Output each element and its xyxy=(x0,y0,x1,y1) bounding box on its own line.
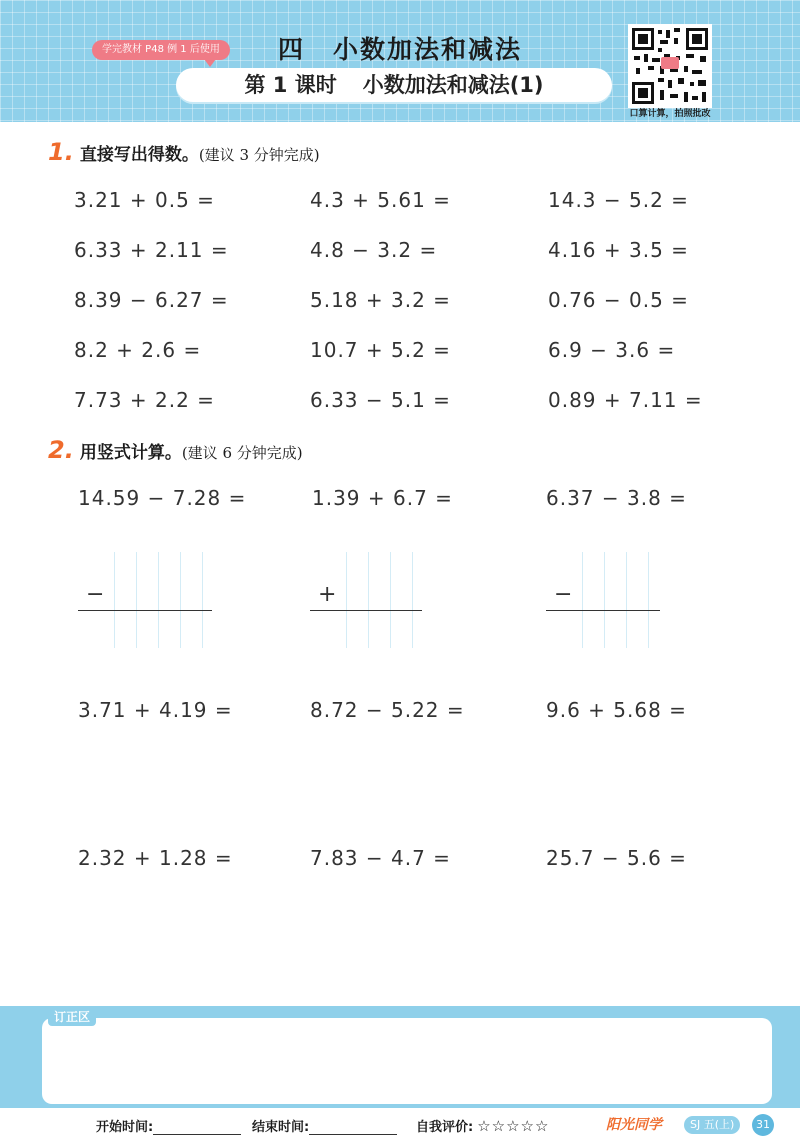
lesson-number: 第 1 课时 xyxy=(244,73,337,97)
section-1-instruction: 直接写出得数。 xyxy=(79,145,199,165)
unit-number: 四 xyxy=(277,35,305,64)
section-1-title xyxy=(48,138,320,166)
equation: 0.89 + 7.11 = xyxy=(548,388,703,412)
equation: 14.59 − 7.28 = xyxy=(78,486,247,510)
section-1-time-hint: (建议 3 分钟完成) xyxy=(198,146,320,164)
equation: 8.2 + 2.6 = xyxy=(74,338,202,362)
start-time-field[interactable] xyxy=(96,1116,241,1135)
equation: 10.7 + 5.2 = xyxy=(310,338,451,362)
equation: 6.33 − 5.1 = xyxy=(310,388,451,412)
end-time-label: 结束时间: xyxy=(252,1120,310,1135)
minus-sign: − xyxy=(86,582,105,607)
qr-code-icon[interactable] xyxy=(628,24,712,108)
lesson-title xyxy=(176,68,612,102)
page-header xyxy=(0,0,800,122)
end-time-field[interactable] xyxy=(252,1116,397,1135)
page-number: 31 xyxy=(752,1114,774,1136)
minus-sign: − xyxy=(554,582,573,607)
section-2-instruction: 用竖式计算。 xyxy=(79,443,182,463)
equation: 8.39 − 6.27 = xyxy=(74,288,229,312)
vertical-calc-frame[interactable] xyxy=(78,552,212,648)
equation: 7.73 + 2.2 = xyxy=(74,388,215,412)
vertical-calc-frame[interactable] xyxy=(546,552,680,648)
correction-area[interactable] xyxy=(42,1018,772,1104)
qr-code-graphic xyxy=(630,26,710,106)
equation: 0.76 − 0.5 = xyxy=(548,288,689,312)
equation: 14.3 − 5.2 = xyxy=(548,188,689,212)
self-evaluation[interactable] xyxy=(416,1116,549,1135)
equation: 6.33 + 2.11 = xyxy=(74,238,229,262)
unit-title-text: 小数加法和减法 xyxy=(333,35,523,64)
equation: 4.3 + 5.61 = xyxy=(310,188,451,212)
qr-caption: 口算计算，拍照批改 xyxy=(629,109,711,119)
section-2-number: 2. xyxy=(48,436,74,464)
grade-badge: SJ 五(上) xyxy=(684,1116,740,1134)
page-footer xyxy=(0,1108,800,1148)
section-2-title xyxy=(48,436,303,464)
correction-area-label: 订正区 xyxy=(48,1008,96,1026)
equation: 5.18 + 3.2 = xyxy=(310,288,451,312)
section-2-time-hint: (建议 6 分钟完成) xyxy=(181,444,303,462)
lesson-bar xyxy=(176,68,612,102)
usage-badge: 学完教材 P48 例 1 后使用 xyxy=(92,40,230,60)
self-eval-label: 自我评价: xyxy=(416,1120,474,1135)
plus-sign: + xyxy=(318,582,337,607)
equation: 3.21 + 0.5 = xyxy=(74,188,215,212)
section-1-number: 1. xyxy=(48,138,74,166)
star-rating-icon[interactable]: ☆☆☆☆☆ xyxy=(477,1117,550,1135)
start-time-blank[interactable] xyxy=(153,1122,241,1135)
equation: 8.72 − 5.22 = xyxy=(310,698,465,722)
equation: 6.37 − 3.8 = xyxy=(546,486,687,510)
equation: 7.83 − 4.7 = xyxy=(310,846,451,870)
unit-title xyxy=(230,30,570,66)
equation: 4.16 + 3.5 = xyxy=(548,238,689,262)
equation: 9.6 + 5.68 = xyxy=(546,698,687,722)
equation: 25.7 − 5.6 = xyxy=(546,846,687,870)
start-time-label: 开始时间: xyxy=(96,1120,154,1135)
end-time-blank[interactable] xyxy=(309,1122,397,1135)
equation: 3.71 + 4.19 = xyxy=(78,698,233,722)
equation: 6.9 − 3.6 = xyxy=(548,338,676,362)
lesson-title-text: 小数加法和减法(1) xyxy=(362,73,544,97)
equation: 1.39 + 6.7 = xyxy=(312,486,453,510)
equation: 2.32 + 1.28 = xyxy=(78,846,233,870)
brand-logo: 阳光同学 xyxy=(606,1117,662,1133)
equation: 4.8 − 3.2 = xyxy=(310,238,438,262)
vertical-calc-frame[interactable] xyxy=(310,552,444,648)
